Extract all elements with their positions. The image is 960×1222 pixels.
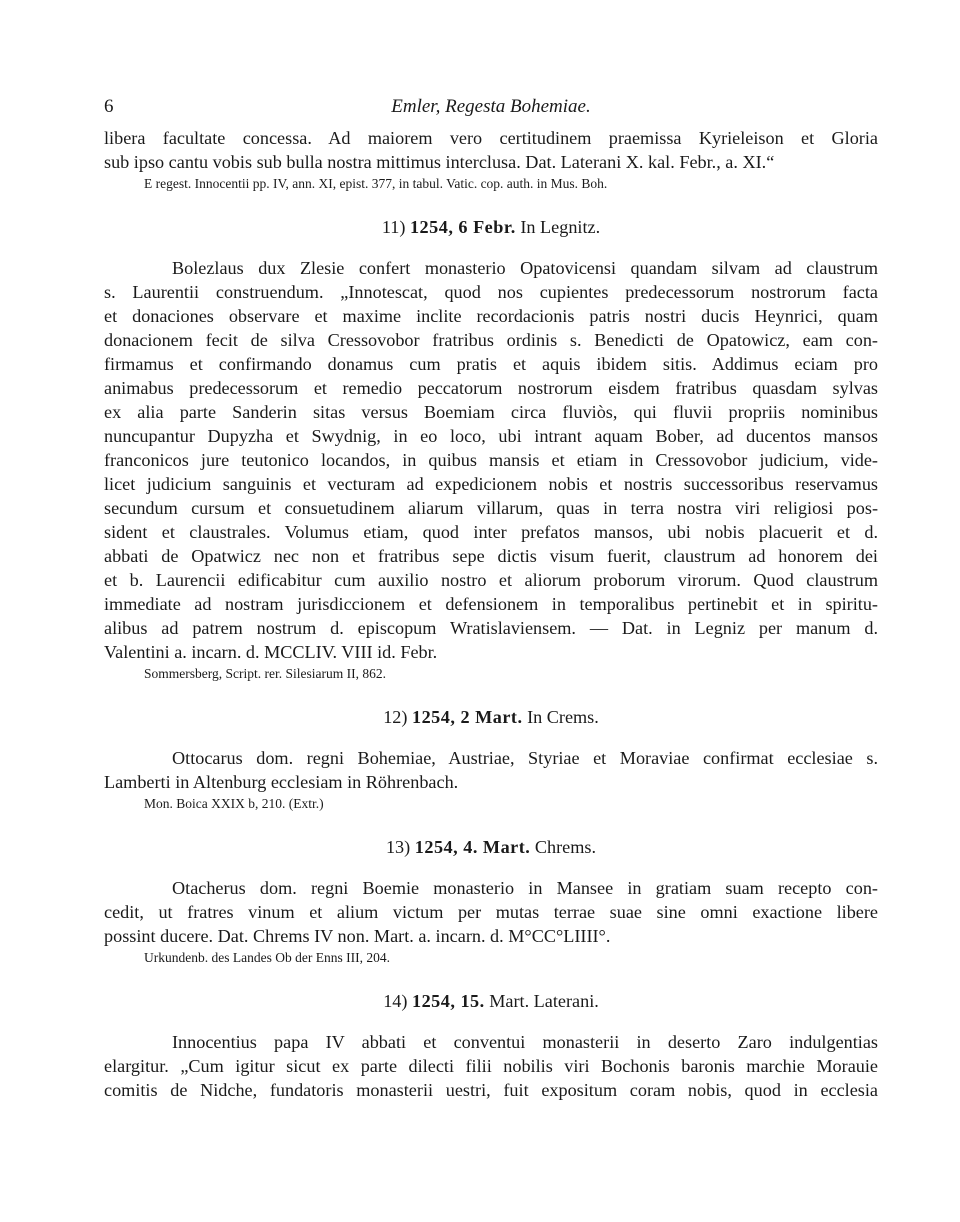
text-line: nuncupantur Dupyzha et Swydnig, in eo loco, ubi intrant aquam Bober, ad ducentos mansos	[104, 426, 878, 446]
text-line: Lamberti in Altenburg ecclesiam in Röhrenbach.	[104, 772, 459, 792]
entry-14	[104, 988, 878, 1102]
entry-date: 1254, 15.	[411, 991, 485, 1011]
entry-12	[104, 704, 878, 814]
text-line: s. Laurentii construendum. „Innotescat, quod nos cupientes predecessorum nostrorum facta	[104, 282, 878, 302]
page	[104, 96, 878, 1102]
text-line: comitis de Nidche, fundatoris monasterii uestri, fuit expositum coram nobis, quod in ecclesia	[104, 1080, 878, 1100]
entry-date: 1254, 2 Mart.	[411, 707, 523, 727]
entry-place: Mart. Laterani.	[489, 991, 599, 1011]
text-line: possint ducere. Dat. Chrems IV non. Mart. a. incarn. d. M°CC°LIIII°.	[104, 926, 611, 946]
entry-11	[104, 214, 878, 684]
text-line: Bolezlaus dux Zlesie confert monasterio Opatovicensi quandam silvam ad claustrum	[172, 258, 878, 278]
text-line: cedit, ut fratres vinum et alium victum per mutas terrae suae sine omni exactione libere	[104, 902, 878, 922]
intro-paragraph	[104, 126, 878, 194]
entry-number: 13)	[385, 837, 411, 857]
entry-number: 11)	[381, 217, 406, 237]
source-citation: E regest. Innocentii pp. IV, ann. XI, epist. 377, in tabul. Vatic. cop. auth. in Mus. Boh.	[144, 176, 608, 191]
text-line: et b. Laurencii edificabitur cum auxilio nostro et aliorum proborum virorum. Quod claustrum	[104, 570, 878, 590]
entry-place: Chrems.	[534, 837, 597, 857]
text-line: Otacherus dom. regni Boemie monasterio in Mansee in gratiam suam recepto con-	[172, 878, 878, 898]
entry-heading	[104, 704, 878, 730]
entry-13	[104, 834, 878, 968]
text-line: licet judicium sanguinis et vecturam ad expedicionem nobis et nostris successoribus reservamus	[104, 474, 878, 494]
source-citation: Mon. Boica XXIX b, 210. (Extr.)	[144, 796, 324, 811]
entry-number: 14)	[383, 991, 408, 1011]
text-line: libera facultate concessa. Ad maiorem vero certitudinem praemissa Kyrieleison et Gloria	[104, 128, 878, 148]
text-line: Ottocarus dom. regni Bohemiae, Austriae, Styriae et Moraviae confirmat ecclesiae s.	[172, 748, 878, 768]
running-title: Emler, Regesta Bohemiae.	[391, 96, 591, 117]
text-line: alibus ad patrem nostrum d. episcopum Wratislaviensem. — Dat. in Legniz per manum d.	[104, 618, 878, 638]
text-line: donacionem fecit de silva Cressovobor fratribus ordinis s. Benedicti de Opatowicz, eam con-	[104, 330, 878, 350]
text-line: animabus predecessorum et remedio peccatorum nostrorum eisdem fratribus quasdam sylvas	[104, 378, 878, 398]
entry-heading	[104, 834, 878, 860]
entry-heading	[104, 214, 878, 240]
text-line: Innocentius papa IV abbati et conventui monasterii in deserto Zaro indulgentias	[172, 1032, 878, 1052]
text-line: Valentini a. incarn. d. MCCLIV. VIII id. Febr.	[104, 642, 438, 662]
text-line: sub ipso cantu vobis sub bulla nostra mittimus interclusa. Dat. Laterani X. kal. Febr., a. XI.“	[104, 152, 775, 172]
entry-number: 12)	[383, 707, 408, 727]
text-line: firmamus et confirmando donamus cum pratis et aquis ibidem sitis. Addimus eciam pro	[104, 354, 878, 374]
text-line: abbati de Opatwicz nec non et fratribus sepe dictis visum fuerit, claustrum ad honorem dei	[104, 546, 878, 566]
text-line: franconicos jure teutonico locandos, in quibus mansis et etiam in Cressovobor judicium, vide-	[104, 450, 878, 470]
entry-heading	[104, 988, 878, 1014]
text-line: et donaciones observare et maxime inclite recordacionis patris nostri ducis Heynrici, quam	[104, 306, 878, 326]
entry-place: In Legnitz.	[520, 217, 601, 237]
text-line: ex alia parte Sanderin sitas versus Boemiam circa fluviòs, qui fluvii propriis nominibus	[104, 402, 878, 422]
text-line: sident et claustrales. Volumus etiam, quod inter prefatos mansos, ubi nobis placuerit et d.	[104, 522, 878, 542]
text-line: immediate ad nostram jurisdiccionem et defensionem in temporalibus pertinebit et in spiritu-	[104, 594, 878, 614]
entry-date: 1254, 4. Mart.	[414, 837, 531, 857]
text-line: elargitur. „Cum igitur sicut ex parte dilecti filii nobilis viri Bochonis baronis marchie Morauie	[104, 1056, 878, 1076]
source-citation: Sommersberg, Script. rer. Silesiarum II, 862.	[144, 666, 386, 681]
running-head	[104, 96, 878, 120]
source-citation: Urkundenb. des Landes Ob der Enns III, 204.	[144, 950, 390, 965]
page-number: 6	[104, 96, 114, 117]
entry-place: In Crems.	[527, 707, 599, 727]
entry-date: 1254, 6 Febr.	[409, 217, 516, 237]
text-line: secundum cursum et consuetudinem aliarum villarum, quas in terra nostra viri religiosi pos-	[104, 498, 878, 518]
